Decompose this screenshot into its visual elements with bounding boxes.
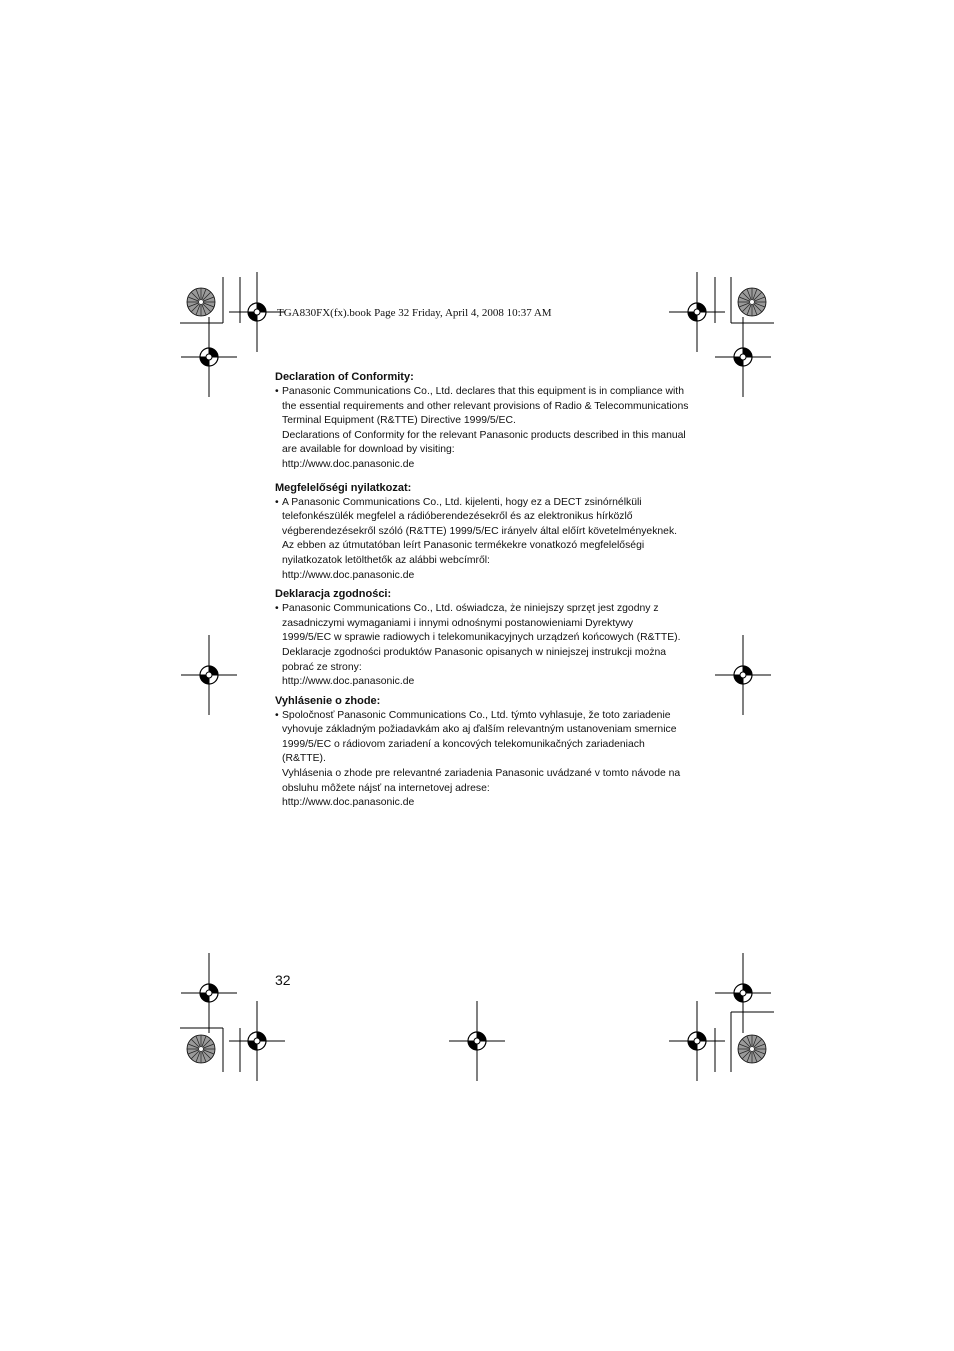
text-line: Declarations of Conformity for the relevant Panasonic products described in this manual (282, 429, 686, 441)
text-line: pobrać ze strony: (282, 661, 362, 673)
text-line: Deklaracje zgodności produktów Panasonic opisanych w niniejszej instrukcji można (282, 646, 667, 658)
page-number: 32 (275, 972, 291, 988)
url-line: http://www.doc.panasonic.de (282, 458, 415, 470)
section-declaration-pl (275, 587, 685, 690)
bullet-item (275, 602, 685, 690)
declarations-content (275, 370, 689, 811)
section-heading: Megfelelőségi nyilatkozat: (275, 481, 412, 494)
bullet-item (275, 496, 685, 584)
section-heading: Deklaracja zgodności: (275, 588, 392, 601)
text-line: vyhovuje základným požiadavkám ako aj ďalším relevantným ustanoveniam smernice (282, 724, 677, 736)
text-line: Terminal Equipment (R&TTE) Directive 1999/5/EC. (282, 415, 516, 427)
section-heading: Declaration of Conformity: (275, 371, 414, 383)
section-declaration-en (275, 370, 689, 473)
text-line: obsluhu môžete nájsť na internetovej adrese: (282, 782, 490, 794)
text-line: zasadniczymi wymaganiami i innymi odnośnymi postanowieniami Dyrektywy (282, 617, 634, 629)
url-line: http://www.doc.panasonic.de (282, 797, 415, 809)
section-declaration-sk (275, 694, 685, 811)
text-line: Panasonic Communications Co., Ltd. declares that this equipment is in compliance with (282, 386, 684, 397)
text-line: telefonkészülék megfelel a rádióberendezésekről és az elektronikus hírközlő (282, 511, 633, 523)
text-line: A Panasonic Communications Co., Ltd. kijelenti, hogy ez a DECT zsinórnélküli (282, 496, 642, 508)
text-line: 1999/5/EC o rádiovom zariadení a koncových telekomunikačných zariadeniach (282, 738, 645, 750)
bullet-glyph: • (275, 386, 279, 397)
bullet-glyph: • (275, 496, 279, 508)
text-line: are available for download by visiting: (282, 444, 455, 456)
text-line: Az ebben az útmutatóban leírt Panasonic termékekre vonatkozó megfelelőségi (282, 540, 645, 552)
text-line: Vyhlásenia o zhode pre relevantné zariadenia Panasonic uvádzané v tomto návode na (282, 768, 681, 780)
text-line: Spoločnosť Panasonic Communications Co., Ltd. týmto vyhlasuje, že toto zariadenie (282, 709, 671, 721)
text-line: végberendezésekről szóló (R&TTE) 1999/5/EC irányelv által előírt követelményeknek. (282, 525, 678, 537)
text-line: (R&TTE). (282, 753, 326, 765)
text-line: Panasonic Communications Co., Ltd. oświadcza, że niniejszy sprzęt jest zgodny z (282, 603, 659, 615)
bullet-item (275, 385, 689, 473)
text-line: the essential requirements and other relevant provisions of Radio & Telecommunications (282, 400, 689, 412)
section-declaration-hu (275, 481, 685, 584)
text-line: 1999/5/EC w sprawie radiowych i telekomunikacyjnych urządzeń końcowych (R&TTE). (282, 632, 681, 644)
url-line: http://www.doc.panasonic.de (282, 676, 415, 688)
url-line: http://www.doc.panasonic.de (282, 569, 415, 581)
text-line: nyilatkozatok letölthetők az alábbi webcímről: (282, 554, 490, 566)
bullet-item (275, 709, 685, 811)
bullet-glyph: • (275, 603, 279, 615)
book-info-header: TGA830FX(fx).book Page 32 Friday, April 4, 2008 10:37 AM (277, 307, 552, 319)
bullet-glyph: • (275, 709, 279, 721)
section-heading: Vyhlásenie o zhode: (275, 694, 381, 707)
